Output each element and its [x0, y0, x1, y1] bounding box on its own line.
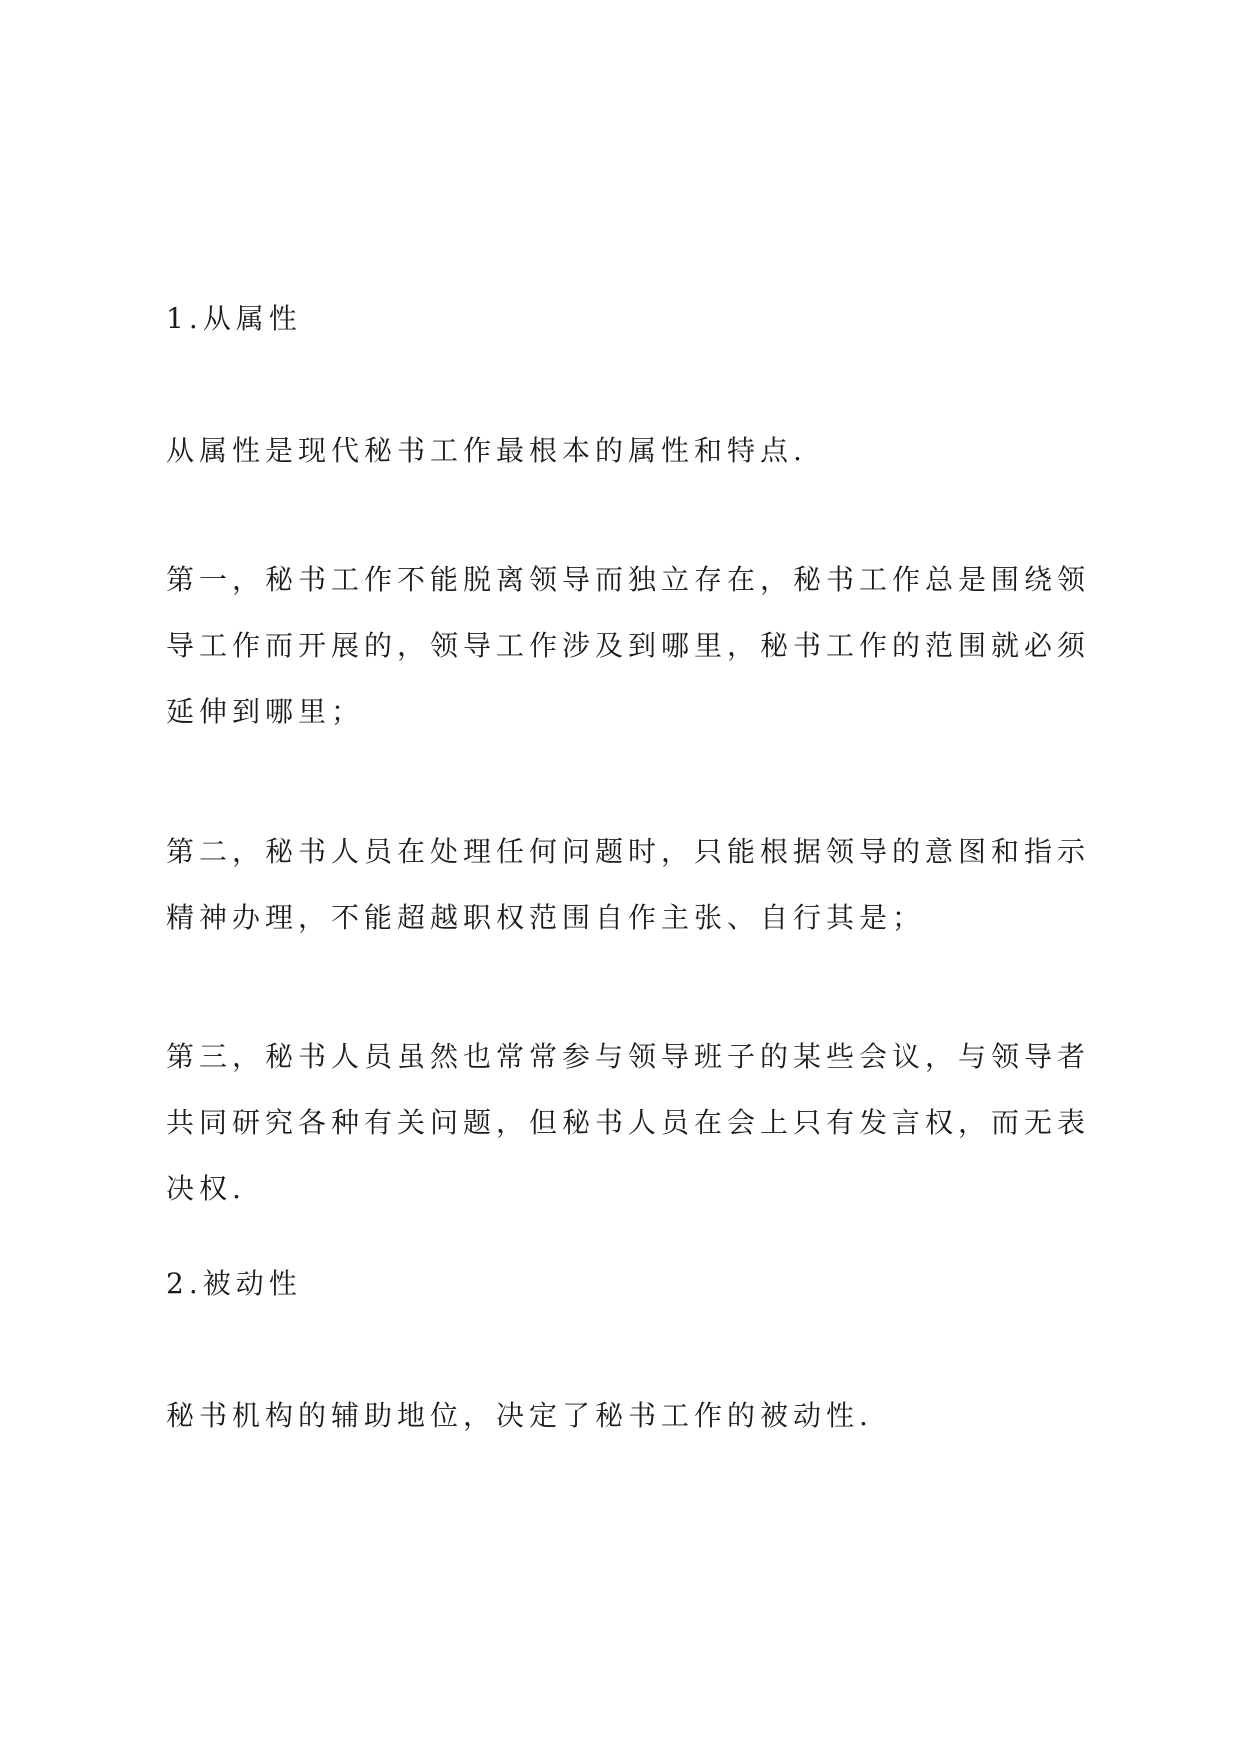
- paragraph-third-point: 第三，秘书人员虽然也常常参与领导班子的某些会议，与领导者共同研究各种有关问题，但秘书人员在会上只有发言权，而无表决权.: [166, 1040, 1091, 1205]
- paragraph-first-point: 第一，秘书工作不能脱离领导而独立存在，秘书工作总是围绕领导工作而开展的，领导工作涉及到哪里，秘书工作的范围就必须延伸到哪里；: [166, 563, 1091, 728]
- section-heading-2: 2.被动性: [166, 1267, 302, 1300]
- section-heading-1: 1.从属性: [166, 302, 302, 335]
- paragraph-intro: 从属性是现代秘书工作最根本的属性和特点.: [166, 434, 807, 467]
- paragraph-passivity: 秘书机构的辅助地位，决定了秘书工作的被动性.: [166, 1399, 873, 1432]
- paragraph-second-point: 第二，秘书人员在处理任何问题时，只能根据领导的意图和指示精神办理，不能超越职权范围自作主张、自行其是；: [166, 835, 1091, 934]
